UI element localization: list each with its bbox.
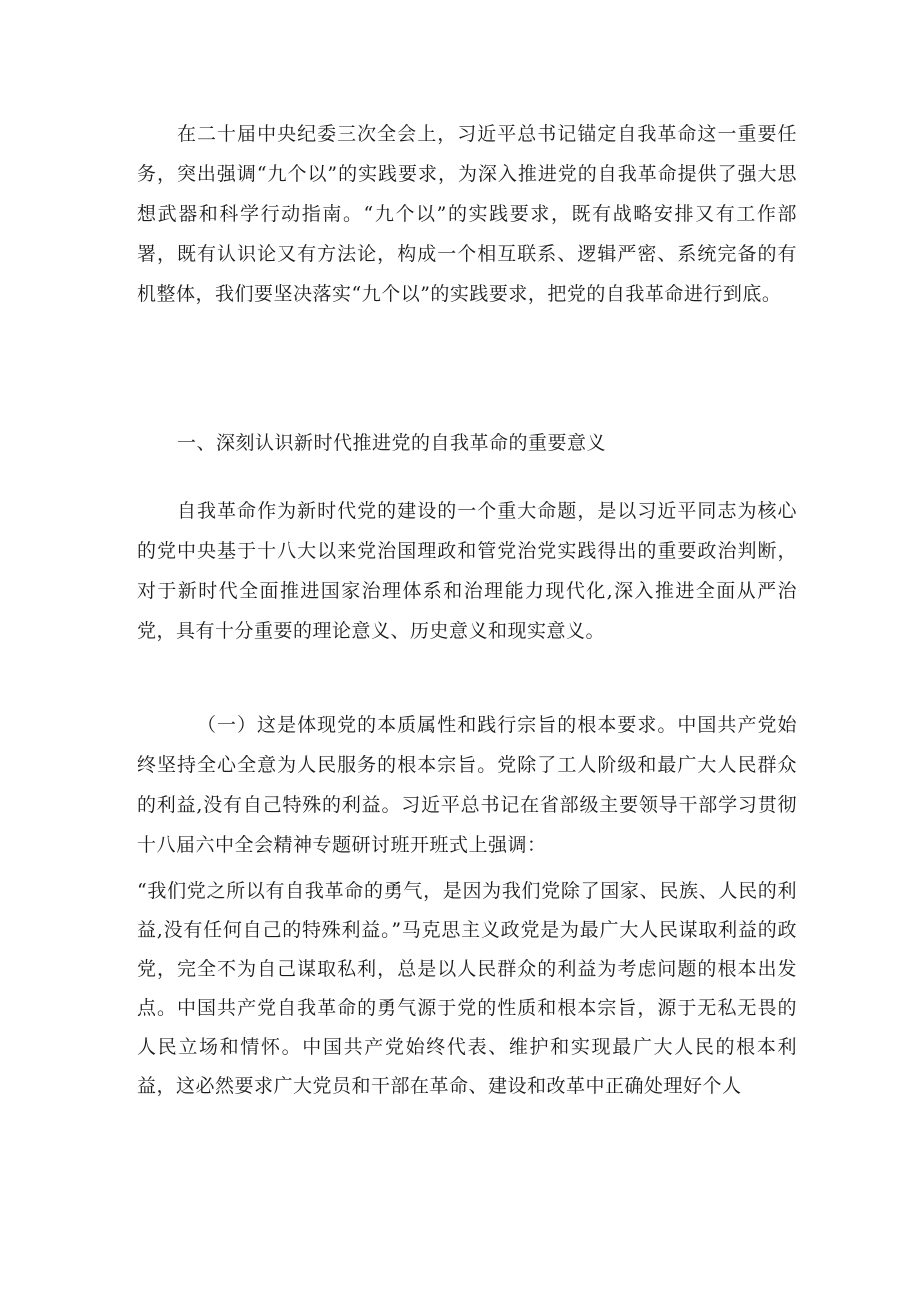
section-heading: 一、深刻认识新时代推进党的自我革命的重要意义	[177, 432, 607, 454]
significance-paragraph: 自我革命作为新时代党的建设的一个重大命题，是以习近平同志为核心的党中央基于十八大以来党治国理政和管党治党实践得出的重要政治判断，对于新时代全面推进国家治理体系和治理能力现代化,深入推进全面从严治党，具有十分重要的理论意义、历史意义和现实意义。	[137, 500, 797, 642]
point-one-paragraph: （一）这是体现党的本质属性和践行宗旨的根本要求。中国共产党始终坚持全心全意为人民服务的根本宗旨。党除了工人阶级和最广大人民群众的利益,没有自己特殊的利益。习近平总书记在省部级主要领导干部学习贯彻十八届六中全会精神专题研讨班开班式上强调：	[137, 714, 797, 856]
intro-paragraph: 在二十届中央纪委三次全会上，习近平总书记锚定自我革命这一重要任务，突出强调“九个以”的实践要求，为深入推进党的自我革命提供了强大思想武器和科学行动指南。“九个以”的实践要求，既有战略安排又有工作部署，既有认识论又有方法论，构成一个相互联系、逻辑严密、系统完备的有机整体，我们要坚决落实“九个以”的实践要求，把党的自我革命进行到底。	[137, 123, 797, 305]
quote-paragraph: “我们党之所以有自我革命的勇气，是因为我们党除了国家、民族、人民的利益,没有任何自己的特殊利益。”马克思主义政党是为最广大人民谋取利益的政党，完全不为自己谋取私利，总是以人民群众的利益为考虑问题的根本出发点。中国共产党自我革命的勇气源于党的性质和根本宗旨，源于无私无畏的人民立场和情怀。中国共产党始终代表、维护和实现最广大人民的根本利益，这必然要求广大党员和干部在革命、建设和改革中正确处理好个人	[137, 880, 797, 1097]
